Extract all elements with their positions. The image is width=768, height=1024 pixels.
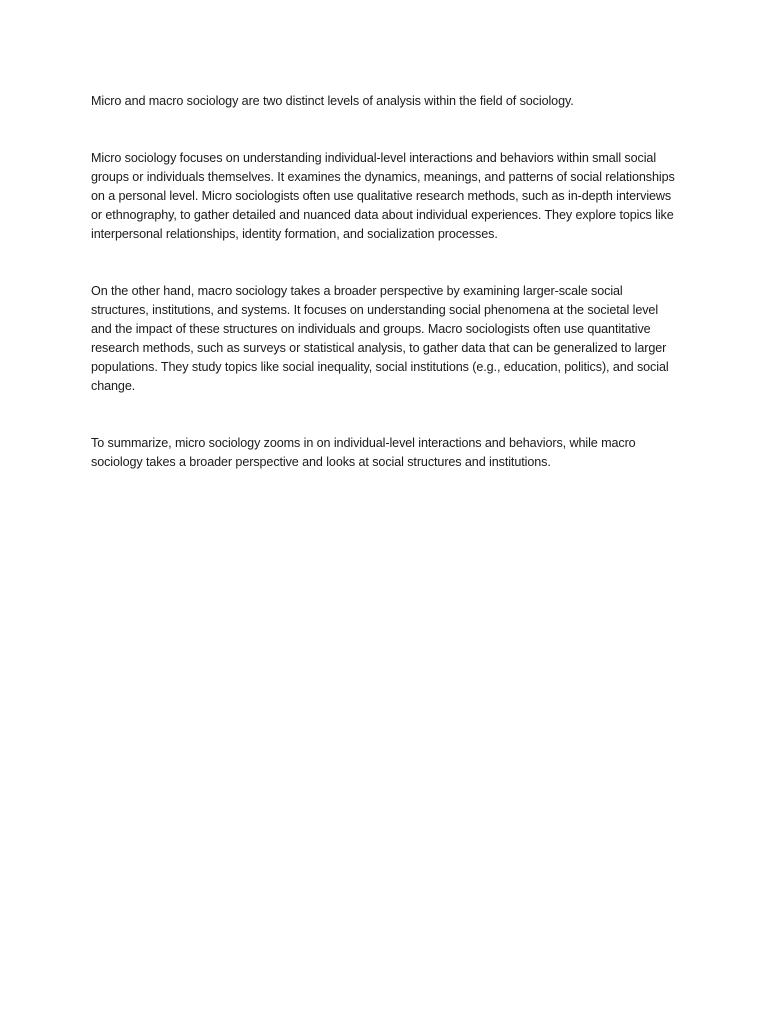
paragraph-intro: Micro and macro sociology are two distinct levels of analysis within the field of sociology. [91,94,574,108]
paragraph-micro-sociology: Micro sociology focuses on understanding individual-level interactions and behaviors within small social groups or individuals themselves. It examines the dynamics, meanings, and patterns of social relationships on a personal level. Micro sociologists often use qualitative research methods, such as in-depth interviews or ethnography, to gather detailed and nuanced data about individual experiences. They explore topics like interpersonal relationships, identity formation, and socialization processes. [91,151,675,241]
paragraph-macro-sociology: On the other hand, macro sociology takes a broader perspective by examining larger-scale social structures, institutions, and systems. It focuses on understanding social phenomena at the societal level and the impact of these structures on individuals and groups. Macro sociologists often use quantitative research methods, such as surveys or statistical analysis, to gather data that can be generalized to larger populations. They study topics like social inequality, social institutions (e.g., education, politics), and social change. [91,284,669,393]
paragraph-summary: To summarize, micro sociology zooms in on individual-level interactions and behaviors, while macro sociology takes a broader perspective and looks at social structures and institutions. [91,436,636,469]
document-body [91,92,681,472]
